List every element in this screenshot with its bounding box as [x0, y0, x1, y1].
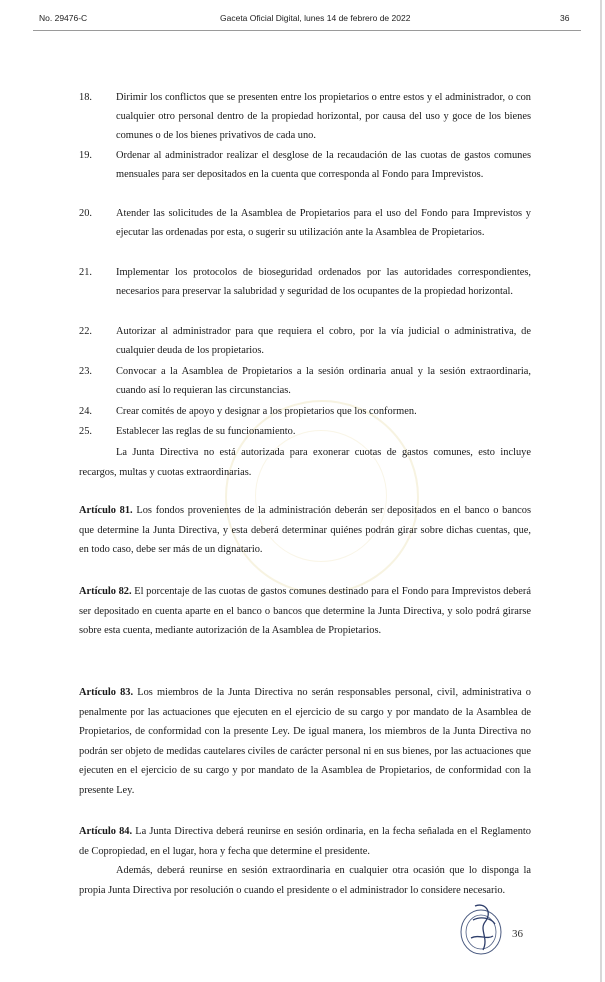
- item-text: Ordenar al administrador realizar el desglose de la recaudación de las cuotas de gastos comunes mensuales para ser depositados en la cuenta que corresponda al Fondo para Imprevistos.: [116, 150, 531, 180]
- list-item: [79, 264, 531, 302]
- article-text: Los miembros de la Junta Directiva no serán responsables personal, civil, administrativa o penalmente por las actuaciones que ejecuten en el ejercicio de su cargo y por mandato de la Asamblea de Propietarios, de conformidad con la presente Ley. De igual manera, los miembros de la Junta Directiva no podrán ser objeto de medidas cautelares civiles de carácter personal ni en sus bienes, por las actuaciones que ejecuten en el ejercicio de su cargo y por mandato de la Asamblea de Propietarios, de conformidad con la presente Ley.: [79, 687, 531, 796]
- junta-note: La Junta Directiva no está autorizada para exonerar cuotas de gastos comunes, esto incluye recargos, multas y cuotas extraordinarias.: [79, 447, 531, 478]
- item-text: Dirimir los conflictos que se presenten entre los propietarios o entre estos y el administrador, o con cualquier otro personal dentro de la propiedad horizontal, por causa del uso y goce de los bienes comunes o de los bienes privativos de cada uno.: [116, 92, 531, 141]
- item-text: Convocar a la Asamblea de Propietarios a la sesión ordinaria anual y la sesión extraordinaria, cuando así lo requieran las circunstancias.: [116, 366, 531, 396]
- item-number: 24.: [79, 406, 92, 417]
- gazette-title: Gaceta Oficial Digital, lunes 14 de febrero de 2022: [220, 13, 411, 23]
- article-82: [79, 582, 531, 641]
- footer-page-number: 36: [512, 928, 523, 940]
- header-rule: [33, 30, 581, 31]
- item-text: Crear comités de apoyo y designar a los propietarios que los conformen.: [116, 406, 417, 417]
- header-page-number: 36: [560, 13, 570, 23]
- article-text: La Junta Directiva deberá reunirse en sesión ordinaria, en la fecha señalada en el Reglamento de Copropiedad, en el lugar, hora y fecha que determine el presidente.: [79, 826, 531, 857]
- article-label: Artículo 83.: [79, 687, 134, 698]
- item-number: 25.: [79, 426, 92, 437]
- article-84: [79, 822, 531, 861]
- item-number: 21.: [79, 267, 92, 278]
- signature-icon: [455, 898, 515, 960]
- page-edge: [600, 0, 602, 982]
- item-number: 18.: [79, 92, 92, 103]
- list-item: [79, 147, 531, 185]
- item-text: Implementar los protocolos de bioseguridad ordenados por las autoridades correspondientes, necesarios para preservar la salubridad y seguridad de los ocupantes de la propiedad horizontal.: [116, 267, 531, 297]
- item-number: 22.: [79, 326, 92, 337]
- article-text: El porcentaje de las cuotas de gastos comunes destinado para el Fondo para Imprevistos deberá ser depositado en cuenta aparte en el banco o bancos que determine la Junta Directiva, y solo podrá girarse sobre esta cuenta, mediante autorización de la Asamblea de Propietarios.: [79, 586, 531, 637]
- article-label: Artículo 84.: [79, 826, 133, 837]
- list-item: [79, 363, 531, 401]
- article-83: [79, 683, 531, 801]
- list-item: [79, 205, 531, 243]
- item-text: Establecer las reglas de su funcionamiento.: [116, 426, 296, 437]
- list-item: [79, 89, 531, 146]
- article-text: Los fondos provenientes de la administración deberán ser depositados en el banco o bancos que determine la Junta Directiva, y esta deberá determinar quiénes podrán girar sobre dichas cuentas, que, en todo caso, debe ser más de un dignatario.: [79, 505, 531, 556]
- list-item: [79, 323, 531, 361]
- item-text: Atender las solicitudes de la Asamblea de Propietarios para el uso del Fondo para Imprevistos y ejecutar las ordenadas por esta, o sugerir su utilización ante la Asamblea de Propietarios.: [116, 208, 531, 238]
- item-number: 19.: [79, 150, 92, 161]
- list-item: [79, 423, 531, 442]
- item-number: 20.: [79, 208, 92, 219]
- article-84-continuation: Además, deberá reunirse en sesión extraordinaria en cualquier otra ocasión que lo disponga la propia Junta Directiva por resolución o cuando el presidente o el administrador lo considere necesario.: [79, 865, 531, 896]
- article-81: [79, 501, 531, 560]
- item-text: Autorizar al administrador para que requiera el cobro, por la vía judicial o administrativa, de cualquier deuda de los propietarios.: [116, 326, 531, 356]
- list-item: [79, 403, 531, 422]
- issue-number: No. 29476-C: [39, 13, 88, 23]
- article-label: Artículo 82.: [79, 586, 132, 597]
- page-header: [0, 13, 605, 27]
- article-label: Artículo 81.: [79, 505, 133, 516]
- item-number: 23.: [79, 366, 92, 377]
